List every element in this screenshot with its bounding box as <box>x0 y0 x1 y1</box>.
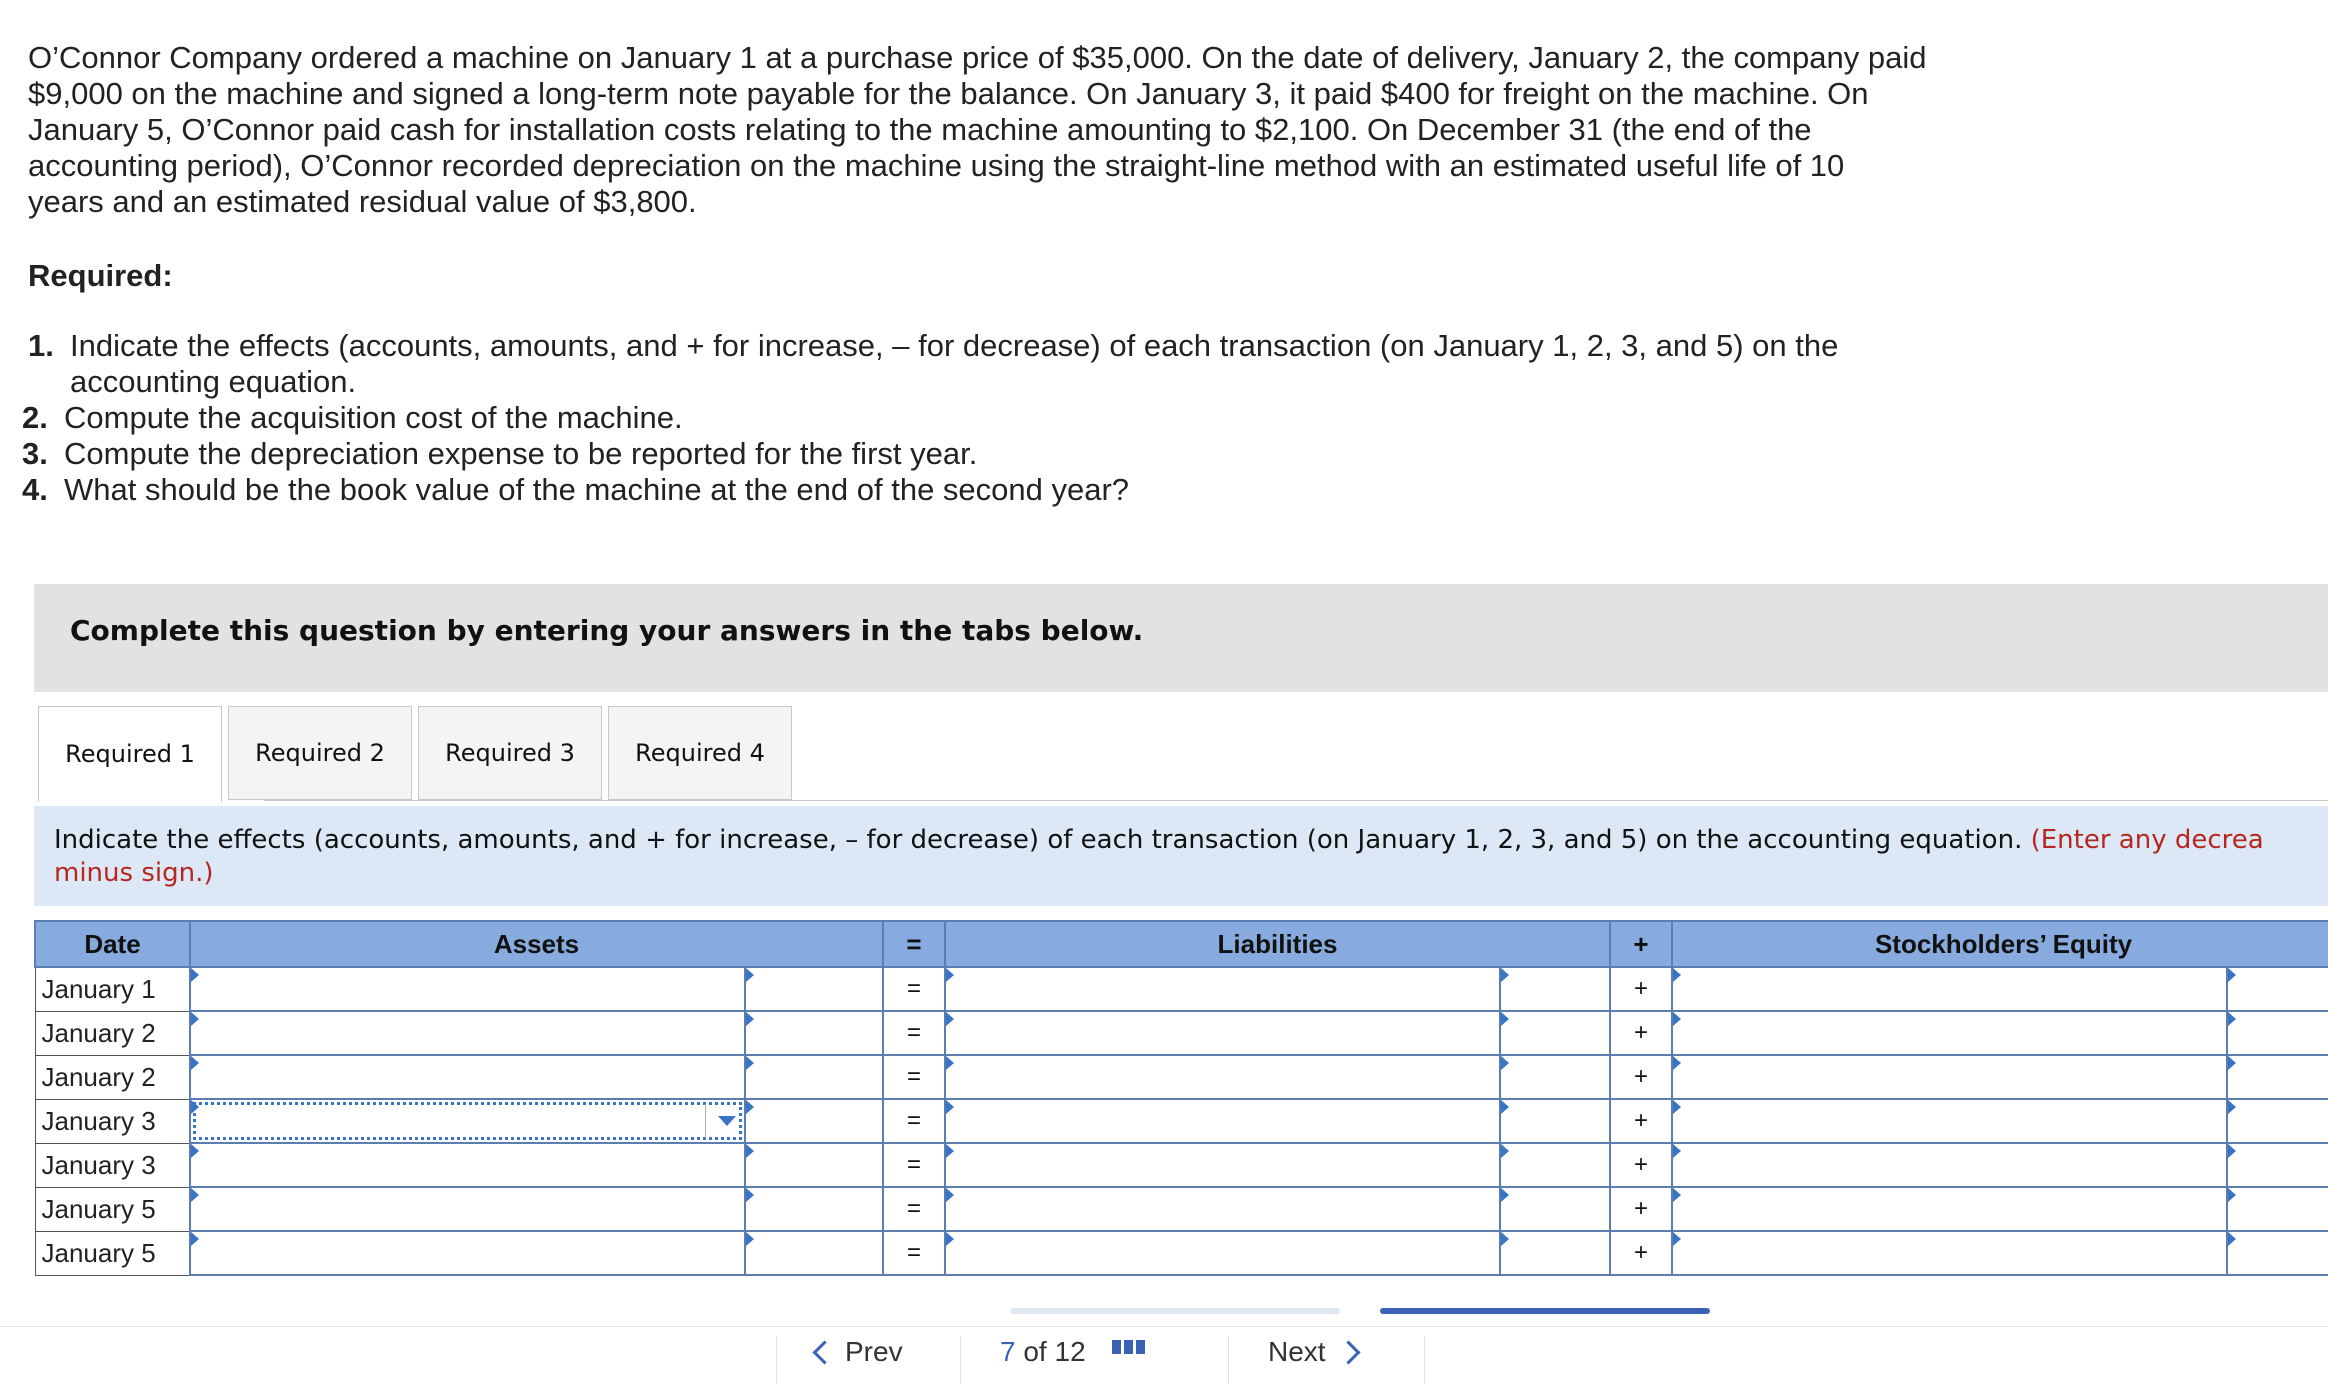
prev-button[interactable] <box>816 1336 903 1396</box>
plus-sign: + <box>1610 967 1672 1011</box>
problem-statement: O’Connor Company ordered a machine on January 1 at a purchase price of $35,000. On the date of delivery, January 2, the company paid $9,000 on the machine and signed a long-term note payable for the balance. On January 3, it paid $400 for freight on the machine. On January 5, O’Connor paid cash for installation costs relating to the machine amounting to $2,100. On December 31 (the end of the accounting period), O’Connor recorded depreciation on the machine using the straight-line method with an estimated useful life of 10 years and an estimated residual value of $3,800. <box>28 40 1927 219</box>
liabilities-amount-input[interactable] <box>1500 1055 1610 1099</box>
caret-down-icon <box>718 1116 736 1126</box>
assets-amount-input[interactable] <box>745 1055 883 1099</box>
equity-amount-input[interactable] <box>2227 1187 2328 1231</box>
next-label: Next <box>1268 1336 1326 1367</box>
equity-account-select[interactable] <box>1672 1231 2227 1275</box>
question-navigation <box>776 1336 1426 1396</box>
liabilities-amount-input[interactable] <box>1500 1099 1610 1143</box>
required-item-number: 4. <box>22 472 48 507</box>
required-item-number: 3. <box>22 436 48 471</box>
instruction-banner <box>34 584 2328 692</box>
row-date: January 3 <box>35 1143 190 1187</box>
tab-divider <box>264 800 2328 801</box>
equity-amount-input[interactable] <box>2227 1231 2328 1275</box>
plus-sign: + <box>1610 1143 1672 1187</box>
assets-account-select[interactable] <box>190 1011 745 1055</box>
liabilities-amount-input[interactable] <box>1500 967 1610 1011</box>
required-item-text: What should be the book value of the machine at the end of the second year? <box>64 472 1130 507</box>
row-date: January 3 <box>35 1099 190 1143</box>
dropdown-toggle[interactable] <box>705 1104 744 1138</box>
instructions-panel <box>34 806 2328 906</box>
assets-account-select[interactable] <box>190 967 745 1011</box>
table-row <box>35 1187 2328 1231</box>
footer-divider <box>0 1326 2328 1327</box>
liabilities-account-select[interactable] <box>945 1011 1500 1055</box>
assets-amount-input[interactable] <box>745 1187 883 1231</box>
required-list <box>22 328 1922 508</box>
tab-required-3[interactable]: Required 3 <box>418 706 602 800</box>
required-item-3 <box>22 436 1922 472</box>
table-row <box>35 1011 2328 1055</box>
liabilities-amount-input[interactable] <box>1500 1011 1610 1055</box>
liabilities-amount-input[interactable] <box>1500 1187 1610 1231</box>
assets-amount-input[interactable] <box>745 1143 883 1187</box>
assets-account-select[interactable] <box>190 1187 745 1231</box>
instructions-text <box>54 824 2328 890</box>
header-liabilities: Liabilities <box>945 921 1610 967</box>
table-row <box>35 1055 2328 1099</box>
equity-amount-input[interactable] <box>2227 1055 2328 1099</box>
equals-sign: = <box>883 1231 945 1275</box>
grid-icon <box>1112 1340 1146 1354</box>
row-date: January 5 <box>35 1187 190 1231</box>
instructions-note-end: minus sign.) <box>54 858 214 888</box>
nav-separator <box>960 1336 961 1384</box>
scroll-indicator-left[interactable] <box>1010 1308 1340 1314</box>
nav-separator <box>1424 1336 1425 1384</box>
table-row <box>35 1231 2328 1275</box>
assets-account-select[interactable] <box>190 1143 745 1187</box>
liabilities-amount-input[interactable] <box>1500 1231 1610 1275</box>
page-of: of <box>1023 1336 1047 1367</box>
assets-amount-input[interactable] <box>745 1011 883 1055</box>
liabilities-account-select[interactable] <box>945 1143 1500 1187</box>
equity-account-select[interactable] <box>1672 1011 2227 1055</box>
liabilities-account-select[interactable] <box>945 1187 1500 1231</box>
equals-sign: = <box>883 1143 945 1187</box>
required-item-4 <box>22 472 1922 508</box>
prev-label: Prev <box>845 1336 903 1367</box>
next-button[interactable] <box>1268 1336 1357 1396</box>
equity-account-select[interactable] <box>1672 1099 2227 1143</box>
required-item-1 <box>28 328 1922 400</box>
assets-account-select[interactable] <box>190 1231 745 1275</box>
required-item-text: Compute the depreciation expense to be reported for the first year. <box>64 436 978 471</box>
assets-account-select[interactable] <box>190 1055 745 1099</box>
equals-sign: = <box>883 1055 945 1099</box>
plus-sign: + <box>1610 1055 1672 1099</box>
tab-required-1[interactable]: Required 1 <box>38 706 222 802</box>
liabilities-account-select[interactable] <box>945 1231 1500 1275</box>
plus-sign: + <box>1610 1011 1672 1055</box>
chevron-right-icon <box>1336 1340 1360 1364</box>
page-total: 12 <box>1054 1336 1086 1367</box>
banner-text: Complete this question by entering your answers in the tabs below. <box>70 614 1144 647</box>
page-indicator[interactable] <box>1000 1336 1146 1396</box>
table-header-row <box>35 921 2328 967</box>
equity-amount-input[interactable] <box>2227 967 2328 1011</box>
plus-sign: + <box>1610 1187 1672 1231</box>
instructions-main: Indicate the effects (accounts, amounts, and + for increase, – for decrease) of each transaction (on January 1, 2, 3, and 5) on the accounting equation. <box>54 825 2031 855</box>
equity-amount-input[interactable] <box>2227 1099 2328 1143</box>
equity-account-select[interactable] <box>1672 967 2227 1011</box>
accounting-equation-table <box>34 920 2328 1276</box>
nav-separator <box>776 1336 777 1384</box>
row-date: January 2 <box>35 1011 190 1055</box>
table-row <box>35 1099 2328 1143</box>
assets-amount-input[interactable] <box>745 1231 883 1275</box>
equals-sign: = <box>883 1099 945 1143</box>
plus-sign: + <box>1610 1231 1672 1275</box>
liabilities-account-select[interactable] <box>945 1099 1500 1143</box>
equity-amount-input[interactable] <box>2227 1011 2328 1055</box>
required-item-number: 1. <box>28 328 54 363</box>
equals-sign: = <box>883 1187 945 1231</box>
equals-sign: = <box>883 1011 945 1055</box>
required-item-2 <box>22 400 1922 436</box>
row-date: January 5 <box>35 1231 190 1275</box>
header-date: Date <box>35 921 190 967</box>
equity-account-select[interactable] <box>1672 1187 2227 1231</box>
equity-amount-input[interactable] <box>2227 1143 2328 1187</box>
assets-account-select[interactable] <box>190 1099 745 1143</box>
scroll-indicator-right[interactable] <box>1380 1308 1710 1314</box>
equity-account-select[interactable] <box>1672 1143 2227 1187</box>
equals-sign: = <box>883 967 945 1011</box>
liabilities-account-select[interactable] <box>945 967 1500 1011</box>
row-date: January 2 <box>35 1055 190 1099</box>
row-date: January 1 <box>35 967 190 1011</box>
required-item-text: Indicate the effects (accounts, amounts, and + for increase, – for decrease) of each transaction (on January 1, 2, 3, and 5) on the accounting equation. <box>70 328 1839 399</box>
tab-required-4[interactable]: Required 4 <box>608 706 792 800</box>
required-heading: Required: <box>28 258 173 293</box>
chevron-left-icon <box>812 1340 836 1364</box>
plus-sign: + <box>1610 1099 1672 1143</box>
header-plus: + <box>1610 921 1672 967</box>
page-current: 7 <box>1000 1336 1016 1367</box>
assets-amount-input[interactable] <box>745 967 883 1011</box>
tab-required-2[interactable]: Required 2 <box>228 706 412 800</box>
assets-amount-input[interactable] <box>745 1099 883 1143</box>
instructions-note: (Enter any decrea <box>2030 825 2264 855</box>
liabilities-amount-input[interactable] <box>1500 1143 1610 1187</box>
equity-account-select[interactable] <box>1672 1055 2227 1099</box>
table-row <box>35 1143 2328 1187</box>
required-item-number: 2. <box>22 400 48 435</box>
header-equals: = <box>883 921 945 967</box>
required-item-text: Compute the acquisition cost of the machine. <box>64 400 683 435</box>
header-equity: Stockholders’ Equity <box>1672 921 2328 967</box>
header-assets: Assets <box>190 921 883 967</box>
liabilities-account-select[interactable] <box>945 1055 1500 1099</box>
table-row <box>35 967 2328 1011</box>
nav-separator <box>1228 1336 1229 1384</box>
